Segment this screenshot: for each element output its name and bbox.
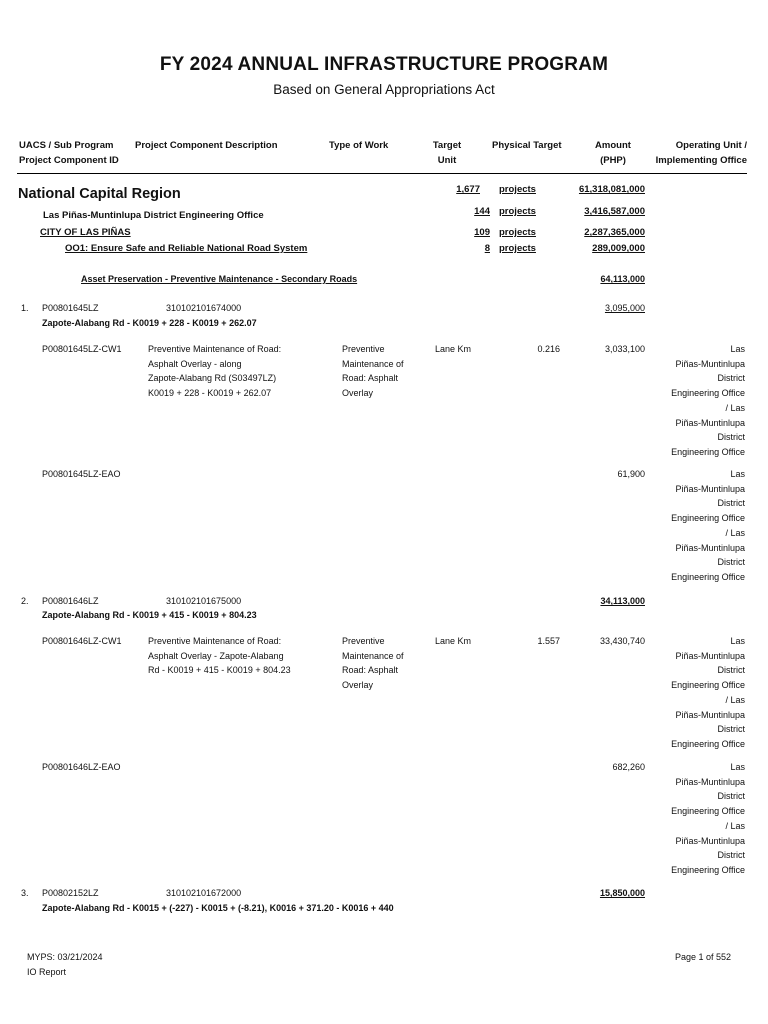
col-physical-target-header: Physical Target [492, 140, 562, 151]
program-amount: 64,113,000 [600, 274, 645, 284]
component-amount: 682,260 [612, 762, 645, 772]
objective-amount: 289,009,000 [592, 243, 645, 254]
project-amount: 34,113,000 [600, 596, 645, 606]
city-amount: 2,287,365,000 [584, 227, 645, 238]
component-operating-unit: Las Piñas-Muntinlupa District Engineering Office / Las Piñas-Muntinlupa District Engineering Office [671, 344, 745, 457]
component-id: P00801646LZ-EAO [42, 762, 121, 772]
component-id: P00801645LZ-CW1 [42, 344, 122, 354]
project-number: 1. [21, 303, 29, 313]
program-name: Asset Preservation - Preventive Maintenance - Secondary Roads [81, 274, 358, 284]
component-operating-unit: Las Piñas-Muntinlupa District Engineering Office / Las Piñas-Muntinlupa District Engineering Office [671, 469, 745, 582]
col-target-unit-header: Target Unit [432, 140, 462, 166]
component-physical-target: 1.557 [537, 636, 560, 646]
project-title: Zapote-Alabang Rd - K0019 + 415 - K0019 + 804.23 [42, 610, 257, 620]
project-uacs: 310102101675000 [166, 596, 242, 606]
component-description: Preventive Maintenance of Road: Asphalt Overlay - along Zapote-Alabang Rd (S03497LZ) K0019 + 228 - K0019 + 262.07 [148, 344, 282, 399]
project-number: 3. [21, 888, 29, 898]
component-physical-target: 0.216 [537, 344, 560, 354]
component-amount: 33,430,740 [599, 636, 645, 646]
header-divider [17, 173, 747, 174]
region-project-count: 1,677 [456, 184, 480, 195]
component-type-of-work: Preventive Maintenance of Road: Asphalt Overlay [342, 344, 404, 399]
project-uacs: 310102101674000 [166, 303, 242, 313]
district-name: Las Piñas-Muntinlupa District Engineering Office [43, 210, 264, 221]
objective-project-count: 8 [484, 243, 490, 254]
district-project-unit: projects [499, 206, 536, 217]
component-id: P00801645LZ-EAO [42, 469, 121, 479]
footer-page-number: Page 1 of 552 [674, 952, 731, 962]
district-project-count: 144 [474, 206, 490, 217]
col-uacs-header: UACS / Sub Program Project Component ID [19, 140, 119, 166]
city-project-count: 109 [474, 227, 490, 238]
component-type-of-work: Preventive Maintenance of Road: Asphalt Overlay [342, 636, 404, 691]
project-number: 2. [21, 596, 29, 606]
component-amount: 61,900 [617, 469, 645, 479]
project-title: Zapote-Alabang Rd - K0015 + (-227) - K0015 + (-8.21), K0016 + 371.20 - K0016 + 440 [42, 903, 394, 913]
project-amount: 3,095,000 [604, 303, 645, 313]
region-amount: 61,318,081,000 [578, 184, 645, 195]
project-amount: 15,850,000 [599, 888, 645, 898]
component-target-unit: Lane Km [435, 636, 472, 646]
project-uacs: 310102101672000 [166, 888, 242, 898]
col-description-header: Project Component Description [135, 140, 278, 151]
district-amount: 3,416,587,000 [584, 206, 645, 217]
page-title: FY 2024 ANNUAL INFRASTRUCTURE PROGRAM [159, 54, 609, 75]
component-description: Preventive Maintenance of Road: Asphalt Overlay - Zapote-Alabang Rd - K0019 + 415 - K0019 + 804.23 [148, 636, 291, 676]
footer-report-name: IO Report [27, 967, 67, 977]
region-project-unit: projects [499, 184, 536, 195]
project-title: Zapote-Alabang Rd - K0019 + 228 - K0019 + 262.07 [42, 318, 257, 328]
component-amount: 3,033,100 [604, 344, 645, 354]
col-operating-unit-header: Operating Unit / Implementing Office [655, 140, 747, 166]
city-project-unit: projects [499, 227, 536, 238]
page-subtitle: Based on General Appropriations Act [273, 82, 495, 97]
component-operating-unit: Las Piñas-Muntinlupa District Engineering Office / Las Piñas-Muntinlupa District Engineering Office [671, 636, 745, 749]
project-id: P00801645LZ [42, 303, 99, 313]
project-id: P00801646LZ [42, 596, 99, 606]
objective-name: OO1: Ensure Safe and Reliable National Road System [65, 243, 308, 254]
component-target-unit: Lane Km [435, 344, 472, 354]
component-id: P00801646LZ-CW1 [42, 636, 122, 646]
component-operating-unit: Las Piñas-Muntinlupa District Engineering Office / Las Piñas-Muntinlupa District Engineering Office [671, 762, 745, 875]
project-id: P00802152LZ [42, 888, 99, 898]
col-type-of-work-header: Type of Work [329, 140, 389, 151]
col-amount-header: Amount (PHP) [595, 140, 631, 166]
objective-project-unit: projects [499, 243, 536, 254]
footer-myps-date: MYPS: 03/21/2024 [27, 952, 103, 962]
city-name: CITY OF LAS PIÑAS [40, 227, 131, 238]
region-name: National Capital Region [18, 186, 181, 202]
